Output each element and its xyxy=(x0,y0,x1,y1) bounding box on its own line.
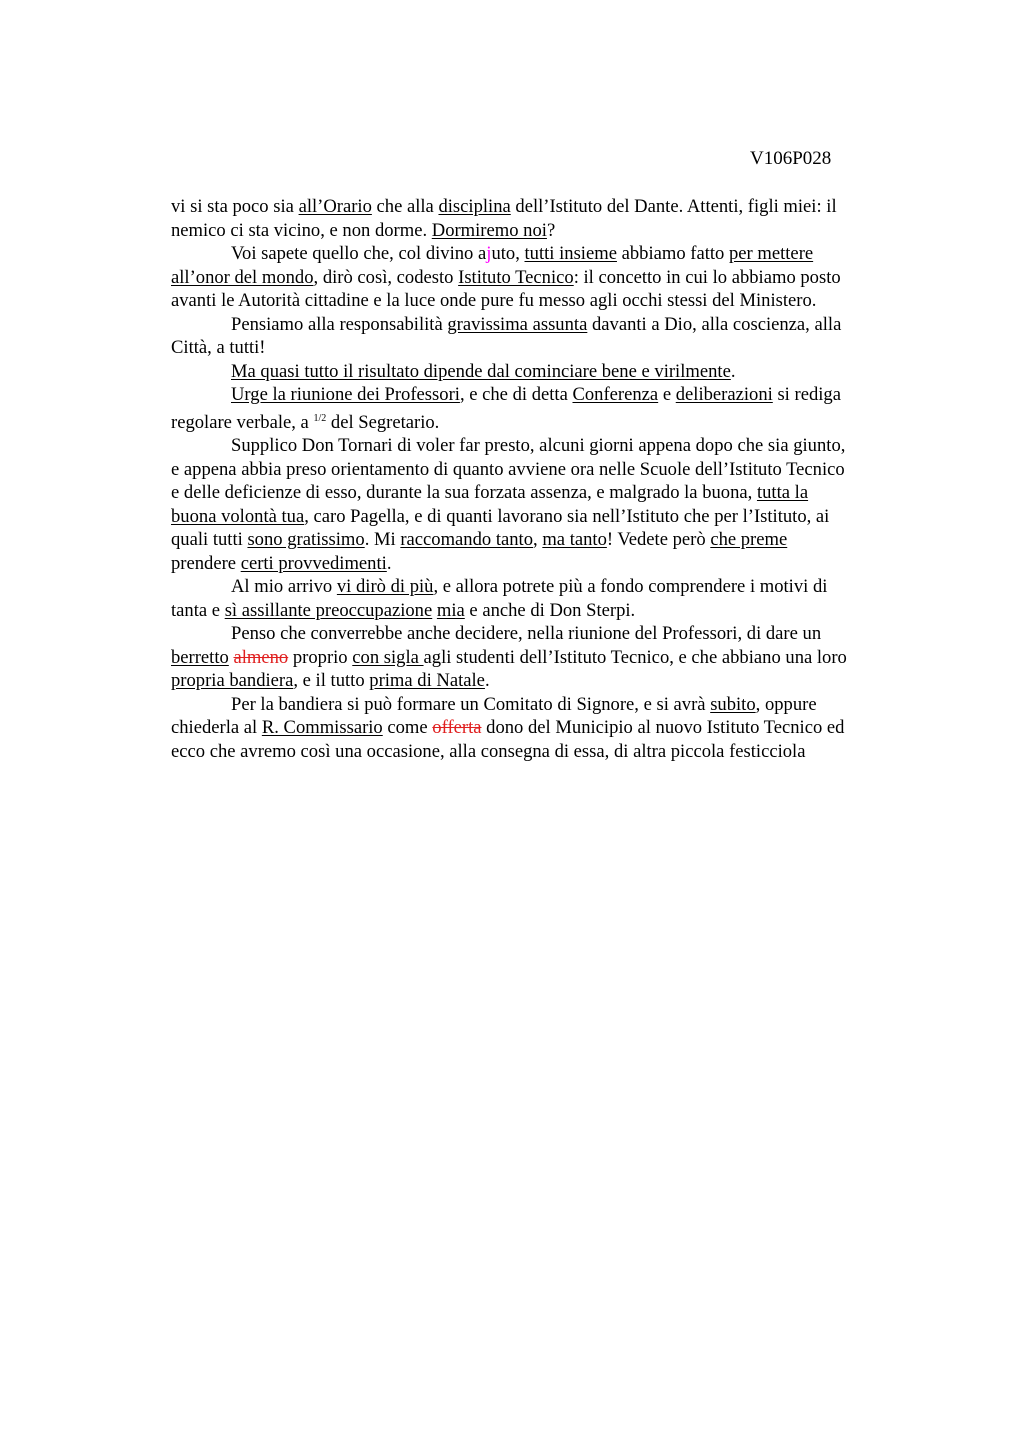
text-line: e appena abbia preso orientamento di quanto avviene ora nelle Scuole dell’Istituto Tecnico xyxy=(171,458,845,480)
underlined-text: all’Orario xyxy=(298,196,372,217)
underlined-text: disciplina xyxy=(438,196,511,217)
text-run: che alla xyxy=(371,196,439,217)
text-run: e xyxy=(658,384,676,405)
text-run: dell’Istituto del Dante. Attenti, figli miei: il xyxy=(510,196,837,217)
text-run: dono del Municipio al nuovo Istituto Tecnico ed xyxy=(481,717,845,738)
text-run: , e che di detta xyxy=(459,384,573,405)
text-line xyxy=(171,481,931,505)
text-run: come xyxy=(382,717,433,738)
text-run: tanta e xyxy=(171,599,225,621)
text-run: quali tutti xyxy=(171,529,248,550)
paragraph-7 xyxy=(171,575,931,622)
text-run: : il concetto in cui lo abbiamo posto xyxy=(573,266,841,288)
paragraph-9 xyxy=(171,693,931,764)
text-run: . Mi xyxy=(364,529,401,550)
text-run: Supplico Don Tornari di voler far presto, alcuni giorni appena dopo che sia giunto, xyxy=(231,435,846,456)
text-line xyxy=(171,407,931,435)
underlined-text: berretto xyxy=(171,646,229,668)
text-run: Per la bandiera si può formare un Comitato di Signore, e si avrà xyxy=(231,693,711,715)
text-line xyxy=(171,505,931,529)
text-line xyxy=(171,195,931,219)
underlined-text: buona volontà tua xyxy=(171,505,305,527)
text-run: , e allora potrete più a fondo comprendere i motivi di xyxy=(433,576,828,597)
letter-body xyxy=(171,195,931,763)
text-line xyxy=(171,552,931,576)
text-line xyxy=(171,646,931,670)
underlined-text: che preme xyxy=(710,529,788,550)
underlined-text: Ma quasi tutto il risultato dipende dal cominciare bene e virilmente xyxy=(231,360,731,382)
underlined-text: tutti insieme xyxy=(524,243,617,264)
underlined-text: raccomando tanto xyxy=(400,529,534,550)
text-run: , dirò così, codesto xyxy=(313,266,459,288)
underlined-text: propria bandiera xyxy=(171,670,294,691)
text-run: , oppure xyxy=(755,693,817,715)
underlined-text: R. Commissario xyxy=(261,717,383,738)
text-run: Pensiamo alla responsabilità xyxy=(231,313,448,335)
text-run: , caro Pagella, e di quanti lavorano sia nell’Istituto che per l’Istituto, ai xyxy=(304,505,830,527)
underlined-text: con sigla xyxy=(352,646,424,668)
text-run: proprio xyxy=(288,646,353,668)
struck-text: almeno xyxy=(233,646,289,668)
underlined-text: subito xyxy=(710,693,756,715)
text-line xyxy=(171,360,931,384)
superscript-fraction: 1/2 xyxy=(313,412,327,424)
text-run: Voi sapete quello che, col divino a xyxy=(231,243,487,264)
struck-text: offerta xyxy=(432,717,482,738)
text-line xyxy=(171,669,931,693)
underlined-text: certi provvedimenti xyxy=(240,552,387,574)
text-line: Città, a tutti! xyxy=(171,337,266,358)
text-line xyxy=(171,599,931,623)
text-line xyxy=(171,383,931,407)
text-run: ? xyxy=(546,219,556,241)
underlined-text: gravissima assunta xyxy=(447,313,588,335)
paragraph-2 xyxy=(171,242,931,313)
text-run: abbiamo fatto xyxy=(616,243,729,264)
text-run: agli studenti dell’Istituto Tecnico, e che abbiano una loro xyxy=(423,646,847,668)
text-run: vi si sta poco sia xyxy=(171,196,299,217)
text-line xyxy=(171,575,931,599)
inserted-letter: j xyxy=(486,243,492,264)
text-run: regolare verbale, a xyxy=(171,411,314,433)
text-run: del Segretario. xyxy=(326,411,440,433)
text-run: e anche di Don Sterpi. xyxy=(464,599,636,621)
underlined-text: all’onor del mondo xyxy=(171,266,314,288)
text-run: Al mio arrivo xyxy=(231,576,337,597)
underlined-text: per mettere xyxy=(729,243,814,264)
text-run: e delle deficienze di esso, durante la sua forzata assenza, e malgrado la buona, xyxy=(171,482,757,503)
paragraph-5 xyxy=(171,383,931,434)
page-identifier: V106P028 xyxy=(750,148,832,169)
text-run: . xyxy=(484,670,490,691)
text-run: , e il tutto xyxy=(293,670,370,691)
text-line: ecco che avremo così una occasione, alla consegna di essa, di altra piccola festicciola xyxy=(171,740,806,762)
text-run: nemico ci sta vicino, e non dorme. xyxy=(171,219,432,241)
text-run: uto, xyxy=(491,243,525,264)
underlined-text: ma tanto xyxy=(542,529,607,550)
underlined-text: Dormiremo noi xyxy=(431,219,547,241)
text-line xyxy=(171,716,931,740)
paragraph-4 xyxy=(171,360,931,384)
underlined-text: sono gratissimo xyxy=(247,529,365,550)
paragraph-1 xyxy=(171,195,931,242)
underlined-text: prima di Natale xyxy=(369,670,485,691)
paragraph-8 xyxy=(171,622,931,693)
paragraph-6 xyxy=(171,434,931,575)
text-run: . xyxy=(386,552,392,574)
underlined-text: vi dirò di più xyxy=(336,576,434,597)
text-line xyxy=(171,313,931,337)
underlined-text: sì assillante preoccupazione xyxy=(224,599,433,621)
underlined-text: Conferenza xyxy=(572,384,659,405)
paragraph-3 xyxy=(171,313,931,360)
text-run: si rediga xyxy=(772,384,841,405)
underlined-text: tutta la xyxy=(756,482,809,503)
text-run: prendere xyxy=(171,552,241,574)
text-run: ! Vedete però xyxy=(606,529,711,550)
text-line xyxy=(171,434,931,458)
text-run: davanti a Dio, alla coscienza, alla xyxy=(587,313,842,335)
underlined-text: Istituto Tecnico xyxy=(458,266,574,288)
text-line xyxy=(171,622,931,646)
underlined-text: deliberazioni xyxy=(675,384,773,405)
text-run: Penso che converrebbe anche decidere, nella riunione del Professori, di dare un xyxy=(231,623,822,644)
text-run: . xyxy=(730,360,736,382)
text-line xyxy=(171,266,931,290)
text-line xyxy=(171,242,931,266)
text-run: chiederla al xyxy=(171,717,262,738)
text-line xyxy=(171,219,931,243)
underlined-text: mia xyxy=(436,599,465,621)
text-run: , xyxy=(533,529,543,550)
text-line xyxy=(171,528,931,552)
underlined-text: Urge la riunione dei Professori xyxy=(231,384,460,405)
text-line xyxy=(171,693,931,717)
text-line: avanti le Autorità cittadine e la luce onde pure fu messo agli occhi stessi del Ministero. xyxy=(171,290,817,311)
